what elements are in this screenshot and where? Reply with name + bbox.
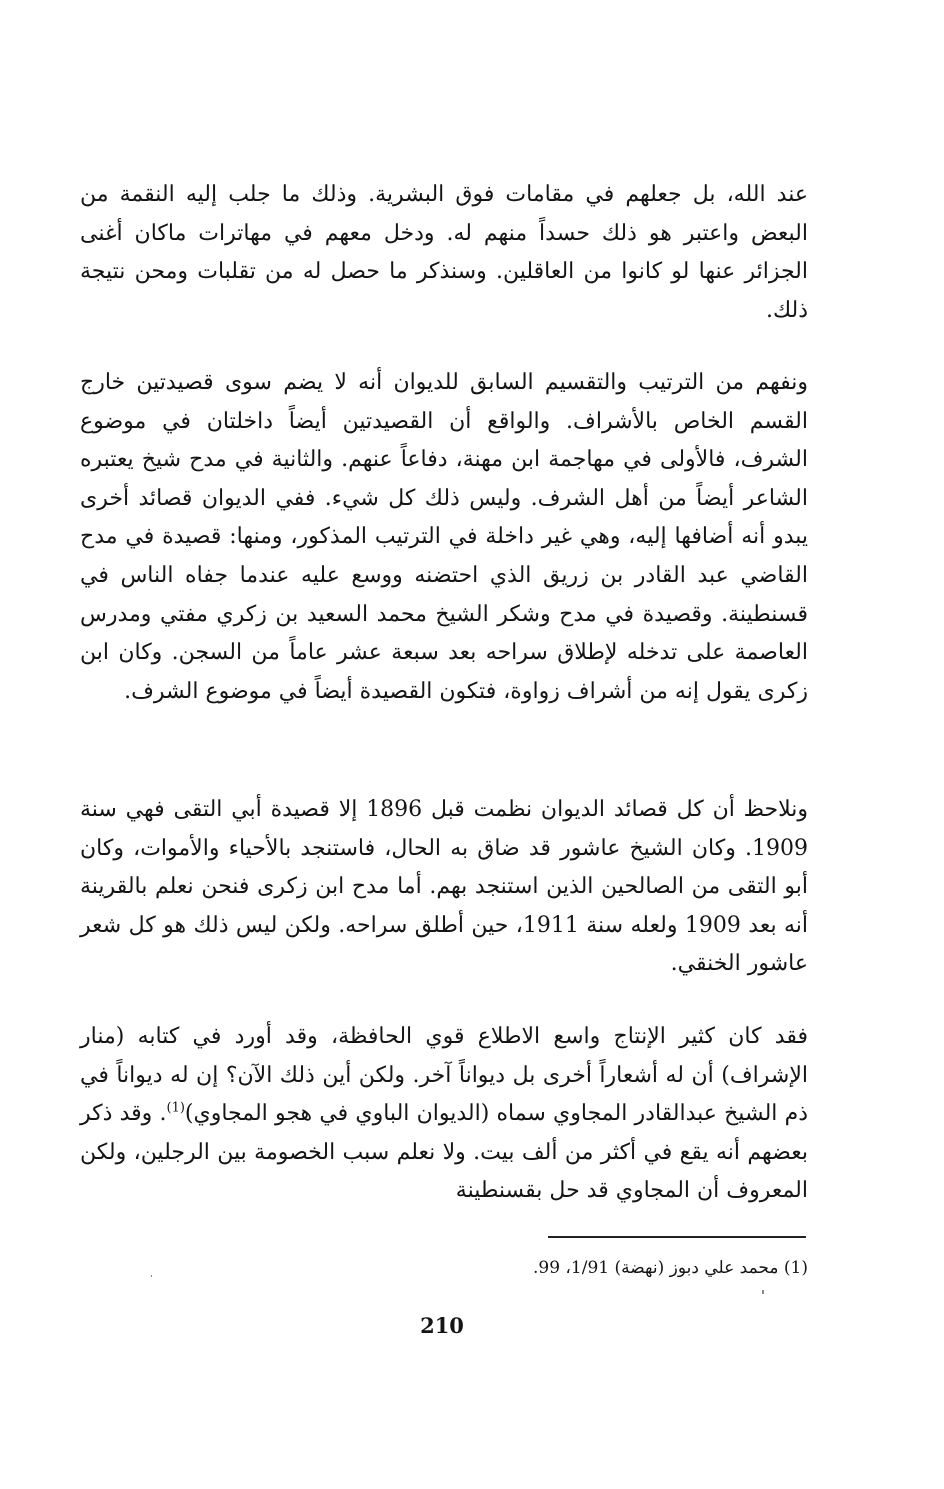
paragraph-2: ونفهم من الترتيب والتقسيم السابق للديوان أنه لا يضم سوى قصيدتين خارج القسم الخاص بالأشراف. والواقع أن القصيدتين أيضاً داخلتان في موضوع الشرف، فالأولى في مهاجمة ابن مهنة، دفاعاً عنهم. والثانية في مدح شيخ يعتبره الشاعر أيضاً من أهل الشرف. وليس ذلك كل شيء. ففي الديوان قصائد أخرى يبدو أنه أضافها إليه، وهي غير داخلة في الترتيب المذكور، ومنها: قصيدة في مدح القاضي عبد القادر بن زريق الذي احتضنه ووسع عليه عندما جفاه الناس في قسنطينة. وقصيدة في مدح وشكر الشيخ محمد السعيد بن زكري مفتي ومدرس العاصمة على تدخله لإطلاق سراحه بعد سبعة عشر عاماً من السجن. وكان ابن زكرى يقول إنه من أشراف زواوة، فتكون القصيدة أيضاً في موضوع الشرف. (80, 370, 808, 704)
footnote (80, 1253, 808, 1283)
page-number: 210 (420, 1313, 464, 1338)
paragraph-4 (80, 1018, 808, 1211)
footnote-marker: (1) (783, 1258, 808, 1278)
footnote-reference: (1) (166, 1100, 185, 1116)
scan-speck (151, 1275, 152, 1277)
paragraph-1: عند الله، بل جعلهم في مقامات فوق البشرية. وذلك ما جلب إليه النقمة من البعض واعتبر هو ذلك حسداً منهم له. ودخل معهم في مهاترات ماكان أغنى الجزائر عنها لو كانوا من العاقلين. وسنذكر ما حصل له من تقلبات ومحن نتيجة ذلك. (80, 182, 808, 323)
scan-speck (762, 1290, 764, 1294)
paragraph-3: ونلاحظ أن كل قصائد الديوان نظمت قبل 1896 إلا قصيدة أبي التقى فهي سنة 1909. وكان الشيخ عاشور قد ضاق به الحال، فاستنجد بالأحياء والأموات، وكان أبو التقى من الصالحين الذين استنجد بهم. أما مدح ابن زكرى فنحن نعلم بالقرينة أنه بعد 1909 ولعله سنة 1911، حين أطلق سراحه. ولكن ليس ذلك هو كل شعر عاشور الخنقي. (80, 797, 809, 977)
paragraph-4-tail: . وقد ذكر بعضهم أنه يقع في أكثر من ألف بيت. ولا نعلم سبب الخصومة بين الرجلين، ولكن المعروف أن المجاوي قد حل بقسنطينة (80, 1101, 808, 1204)
footnote-divider (548, 1236, 806, 1238)
footnote-text: محمد علي دبوز (نهضة) 1/91، 99. (532, 1258, 779, 1278)
paragraph-4-body: فقد كان كثير الإنتاج واسع الاطلاع قوي الحافظة، وقد أورد في كتابه (منار الإشراف) أن له أشعاراً أخرى بل ديواناً آخر. ولكن أين ذلك الآن؟ إن له ديواناً في ذم الشيخ عبدالقادر المجاوي سماه (الديوان الباوي في هجو المجاوي) (80, 1024, 808, 1127)
